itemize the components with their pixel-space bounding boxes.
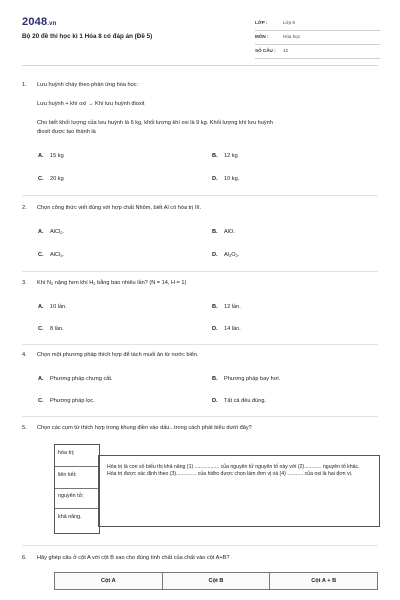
matching-table-header — [54, 572, 378, 590]
meta-value: Lớp 8 — [283, 20, 295, 25]
question-text: Khí $N_2$ nặng hơn khí $H_2$ bằng bao nhiêu lần? (N = 14, H = 1) — [37, 280, 187, 286]
option-b[interactable]: B. 12 lần. — [212, 304, 241, 310]
option-b[interactable]: B. AlO. — [212, 229, 235, 235]
option-a[interactable]: A. AlCl$_2$. — [38, 229, 65, 235]
meta-row-subject — [255, 31, 380, 45]
word-option[interactable]: khả năng. — [58, 514, 82, 520]
option-c[interactable]: C. AlCl$_3$. — [38, 252, 65, 258]
option-c[interactable]: C. Phương pháp lọc. — [38, 398, 95, 404]
option-d[interactable]: D. Tất cả đều đúng. — [212, 398, 266, 404]
meta-key: LỚP : — [255, 20, 268, 25]
question-number: 5. — [22, 425, 27, 431]
option-c[interactable]: C. 20 kg — [38, 176, 64, 182]
question-text: Lưu huỳnh cháy theo phản ứng hóa học: — [37, 82, 139, 88]
option-d[interactable]: D. 14 lần. — [212, 326, 241, 332]
word-bank — [54, 444, 100, 534]
meta-row-count — [255, 45, 380, 59]
word-option[interactable]: liên kết; — [58, 472, 77, 478]
option-c[interactable]: C. 8 lần. — [38, 326, 64, 332]
meta-value: Hóa học — [283, 34, 301, 39]
question-number: 6. — [22, 555, 27, 561]
question-extra: Cho biết khối lượng của lưu huỳnh là 6 kg, khối lượng khí oxi là 9 kg. Khối lượng khí lưu huỳnh — [37, 120, 273, 126]
question-text: Chọn công thức viết đúng với hợp chất Nhôm, biết Al có hóa trị III. — [37, 205, 202, 211]
meta-value: 12 — [283, 48, 289, 53]
word-option[interactable]: hóa trị; — [58, 450, 75, 456]
meta-key: SỐ CÂU : — [255, 48, 276, 53]
paragraph-text: Hóa trị là con số biểu thị khả năng (1) ................. của nguyên tử nguyên tố này với (2)............ nguyên tố khác. Hóa trị được xác định theo (3).............. của hiđro được chọn làm đơn vị và (4) ........... của oxi là hai đơn vị. — [107, 464, 360, 478]
option-b[interactable]: B. 12 kg — [212, 153, 238, 159]
site-logo[interactable] — [22, 16, 57, 28]
equation: Lưu huỳnh + khí oxi → Khí lưu huỳnh đioxit — [37, 101, 145, 107]
question-text: Chọn một phương pháp thích hợp để tách muối ăn từ nước biển. — [37, 352, 199, 358]
column-header-b: Cột B — [163, 573, 271, 589]
divider — [22, 271, 378, 272]
divider — [22, 344, 378, 345]
question-number: 4. — [22, 352, 27, 358]
meta-key: MÔN : — [255, 34, 269, 39]
divider — [22, 195, 378, 196]
divider — [22, 545, 378, 546]
word-divider — [55, 466, 99, 467]
column-header-a: Cột A — [55, 573, 163, 589]
option-a[interactable]: A. 10 lần. — [38, 304, 67, 310]
question-extra: đioxit được tạo thành là — [37, 129, 96, 135]
option-a[interactable]: A. 15 kg — [38, 153, 64, 159]
question-number: 2. — [22, 205, 27, 211]
question-text: Chọn các cụm từ thích hợp trong khung điền vào dấu...trong cách phát biểu dưới đây? — [37, 425, 252, 431]
document-title: Bộ 20 đề thi học kì 1 Hóa 8 có đáp án (Đề 5) — [22, 33, 153, 40]
option-a[interactable]: A. Phương pháp chưng cất. — [38, 376, 113, 382]
divider — [22, 416, 378, 417]
question-number: 1. — [22, 82, 27, 88]
word-option[interactable]: nguyên tử; — [58, 493, 84, 499]
option-d[interactable]: D. $Al_3O_2$. — [212, 252, 240, 258]
meta-info — [255, 17, 380, 59]
word-divider — [55, 508, 99, 509]
option-d[interactable]: D. 10 kg. — [212, 176, 240, 182]
fill-in-paragraph — [98, 455, 380, 527]
column-header-ab: Cột A + B — [311, 578, 337, 584]
header-divider — [22, 65, 378, 66]
meta-row-class — [255, 17, 380, 31]
question-text: Hãy ghép câu ở cột A với cột B sao cho đúng tính chất của chất vào cột A+B? — [37, 555, 230, 561]
question-number: 3. — [22, 280, 27, 286]
option-b[interactable]: B. Phương pháp bay hơi. — [212, 376, 281, 382]
word-divider — [55, 488, 99, 489]
logo-main: 2048 — [22, 16, 48, 28]
logo-suffix: .vn — [47, 21, 57, 27]
